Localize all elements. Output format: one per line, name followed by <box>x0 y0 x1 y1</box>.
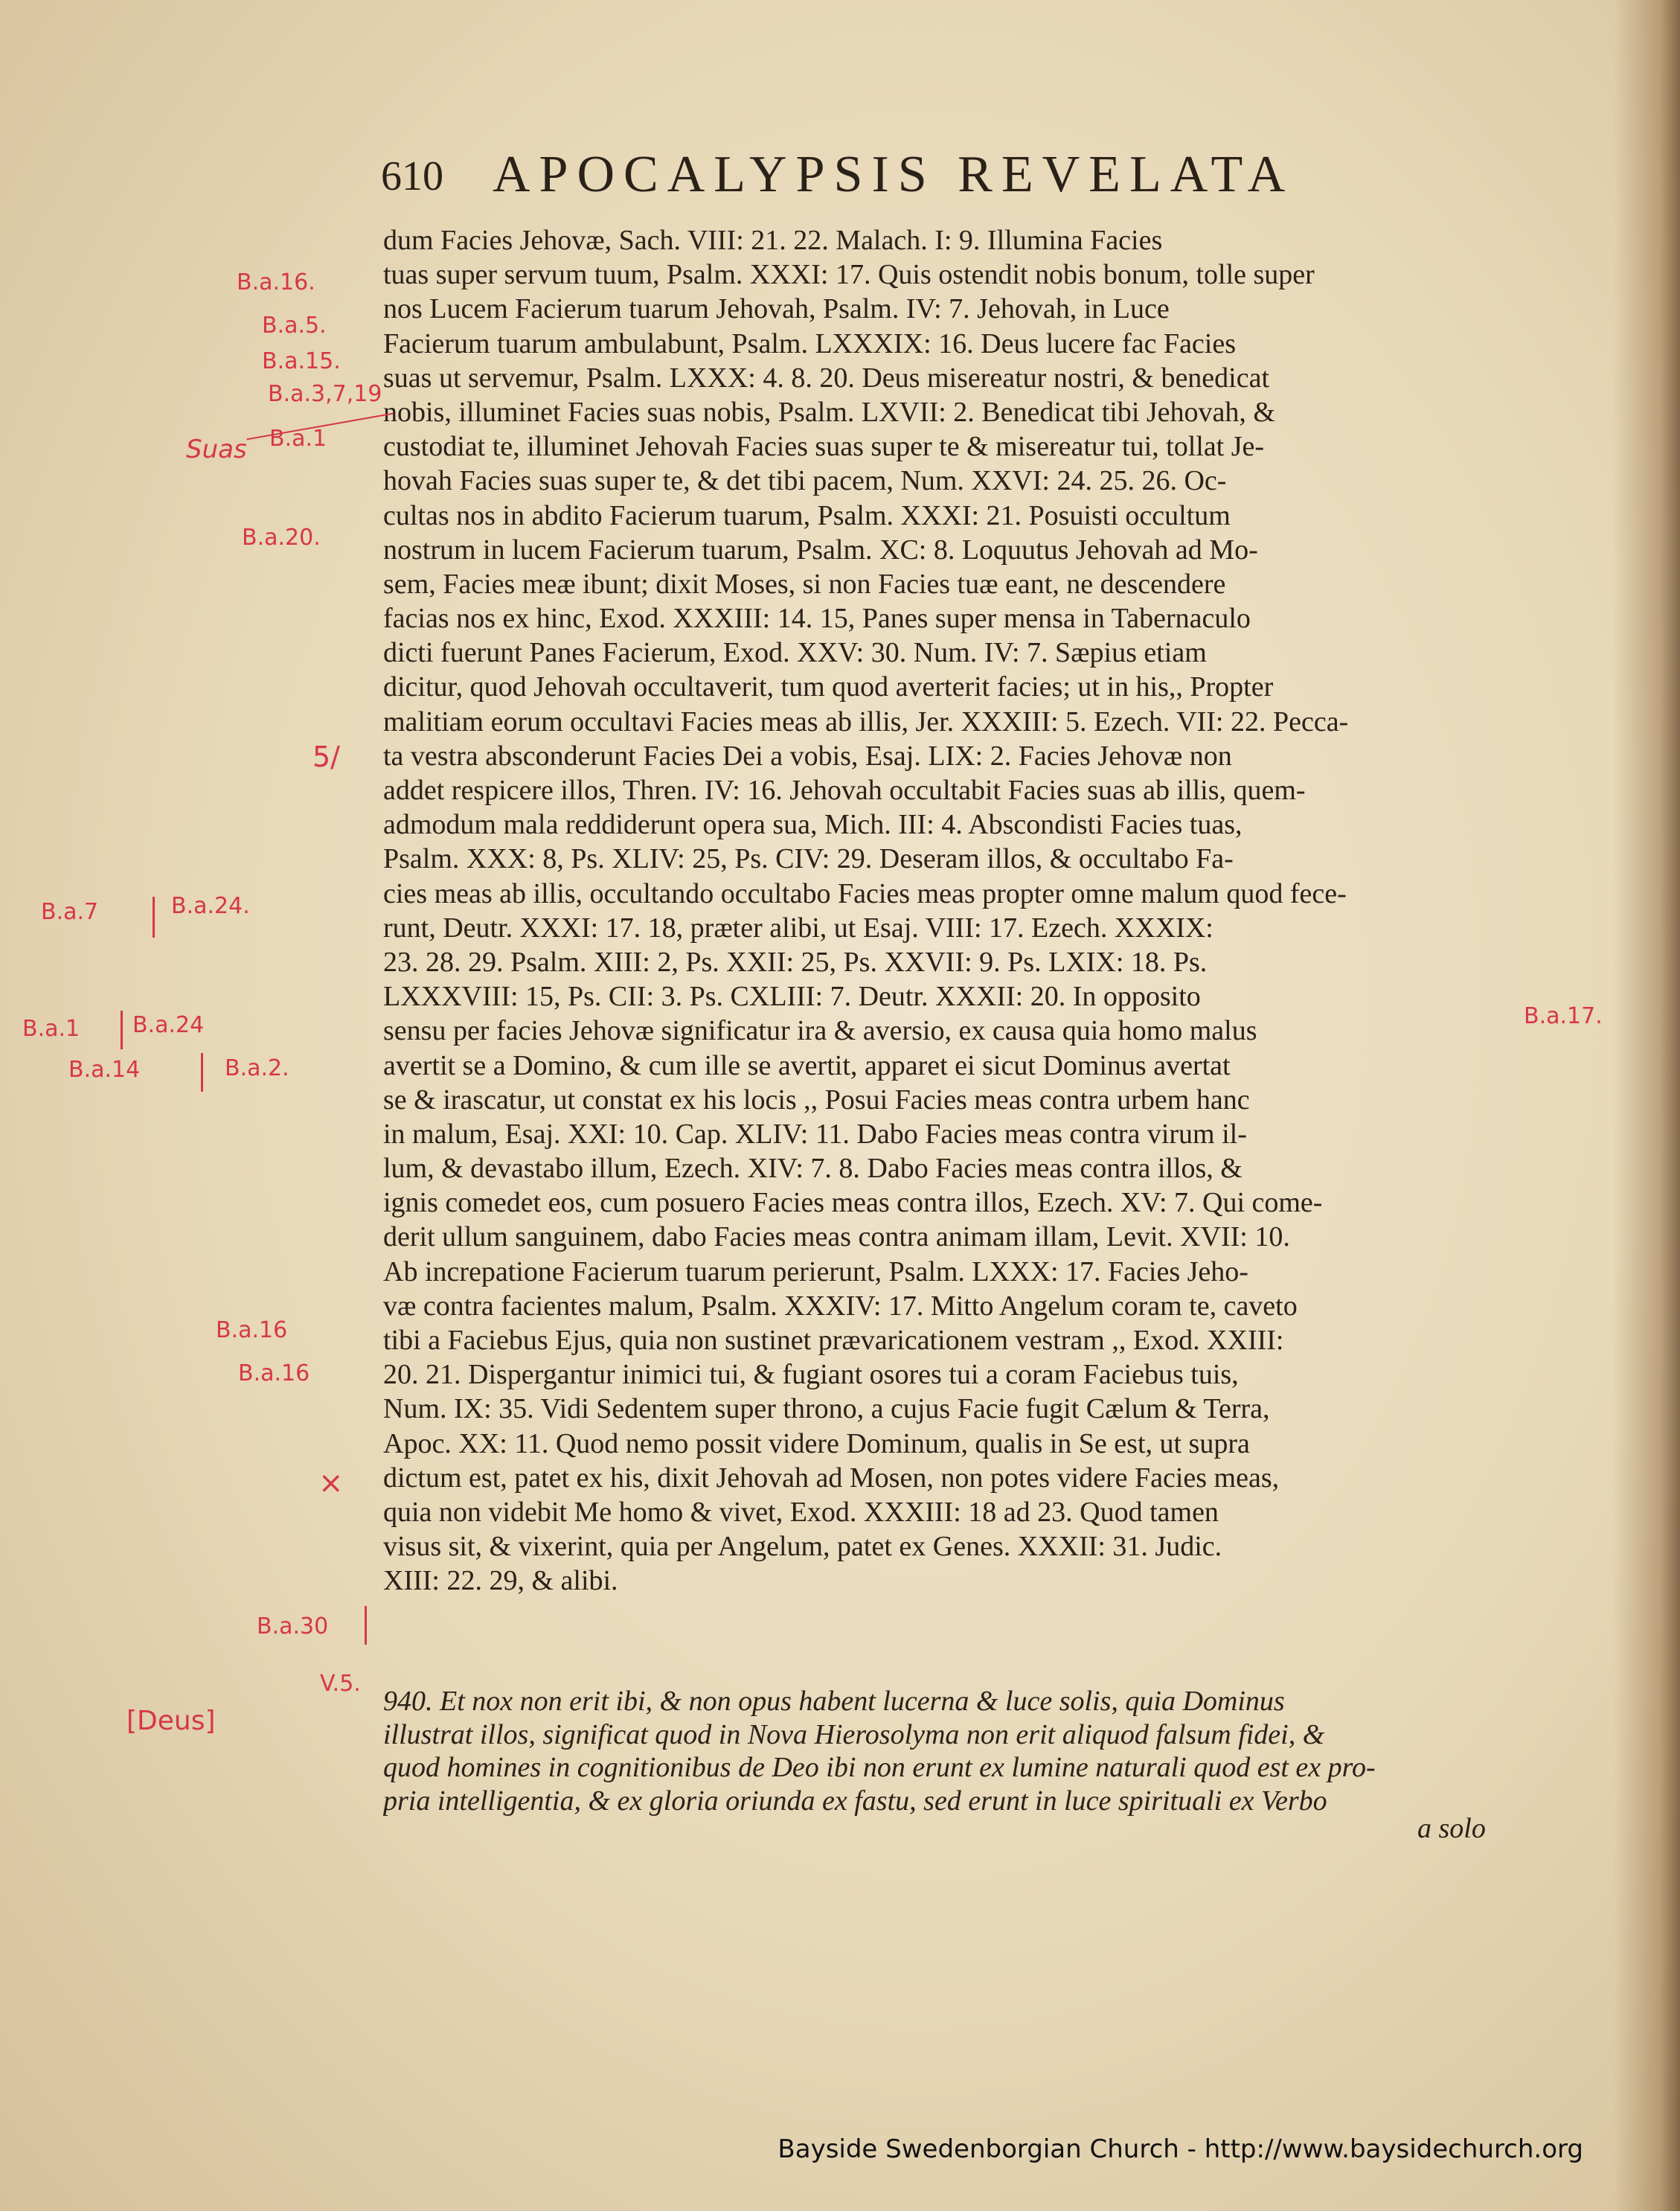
margin-divider <box>365 1606 367 1645</box>
text-line: Facierum tuarum ambulabunt, Psalm. LXXXIX: 16. Deus lucere fac Facies <box>383 327 1237 359</box>
text-line: tuas super servum tuum, Psalm. XXXI: 17. Quis ostendit nobis bonum, tolle super <box>383 259 1315 291</box>
text-line: væ contra facientes malum, Psalm. XXXIV: 17. Mitto Angelum coram te, caveto <box>383 1290 1298 1322</box>
text-line: hovah Facies suas super te, & det tibi pacem, Num. XXVI: 24. 25. 26. Oc- <box>383 465 1227 497</box>
running-title: APOCALYPSIS REVELATA <box>493 146 1295 203</box>
catchword: a solo <box>1417 1813 1486 1844</box>
text-line: sensu per facies Jehovæ significatur ira & aversio, ex causa quia homo malus <box>383 1015 1257 1047</box>
source-watermark: Bayside Swedenborgian Church - http://www.baysidechurch.org <box>778 2134 1583 2164</box>
text-line: Ab increpatione Facierum tuarum perierunt, Psalm. LXXX: 17. Facies Jeho- <box>383 1255 1248 1287</box>
text-line: facias nos ex hinc, Exod. XXXIII: 14. 15, Panes super mensa in Tabernaculo <box>383 603 1251 635</box>
text-line: in malum, Esaj. XXI: 10. Cap. XLIV: 11. Dabo Facies meas contra virum il- <box>383 1118 1247 1150</box>
text-line: runt, Deutr. XXXI: 17. 18, præter alibi, ut Esaj. VIII: 17. Ezech. XXXIX: <box>383 912 1213 944</box>
margin-note: B.a.1 <box>269 426 327 452</box>
margin-note: B.a.1 <box>22 1016 80 1042</box>
text-line: 940. Et nox non erit ibi, & non opus habent lucerna & luce solis, quia Dominus <box>383 1686 1285 1717</box>
text-line: avertit se a Domino, & cum ille se avertit, apparet ei sicut Dominus avertat <box>383 1049 1231 1081</box>
margin-note: B.a.3,7,19 <box>268 381 382 407</box>
margin-note: B.a.7 <box>41 899 99 925</box>
text-line: nobis, illuminet Facies suas nobis, Psalm. LXVII: 2. Benedicat tibi Jehovah, & <box>383 396 1275 428</box>
text-line: pria intelligentia, & ex gloria oriunda ex fastu, sed erunt in luce spirituali ex Verbo <box>383 1785 1327 1817</box>
text-line: dicti fuerunt Panes Facierum, Exod. XXV: 30. Num. IV: 7. Sæpius etiam <box>383 637 1207 669</box>
page-number: 610 <box>381 153 443 199</box>
text-line: nostrum in lucem Facierum tuarum, Psalm. XC: 8. Loquutus Jehovah ad Mo- <box>383 534 1258 566</box>
paragraph-940 <box>383 1685 1510 1817</box>
margin-note: B.a.14 <box>68 1057 141 1083</box>
text-line: Num. IX: 35. Vidi Sedentem super throno, a cujus Facie fugit Cælum & Terra, <box>383 1393 1270 1425</box>
page-gutter-shadow <box>1613 0 1680 2211</box>
text-line: illustrat illos, significat quod in Nova Hierosolyma non erit aliquod falsum fidei, & <box>383 1718 1325 1750</box>
margin-note: B.a.30 <box>257 1613 329 1639</box>
text-line: Apoc. XX: 11. Quod nemo possit videre Dominum, qualis in Se est, ut supra <box>383 1427 1250 1459</box>
text-line: malitiam eorum occultavi Facies meas ab illis, Jer. XXXIII: 5. Ezech. VII: 22. Pecca- <box>383 705 1349 737</box>
text-line: LXXXVIII: 15, Ps. CII: 3. Ps. CXLIII: 7. Deutr. XXXII: 20. In opposito <box>383 981 1201 1013</box>
text-line: cultas nos in abdito Facierum tuarum, Psalm. XXXI: 21. Posuisti occultum <box>383 499 1231 531</box>
text-line: addet respicere illos, Thren. IV: 16. Jehovah occultabit Facies suas ab illis, quem- <box>383 775 1306 806</box>
text-line: Psalm. XXX: 8, Ps. XLIV: 25, Ps. CIV: 29. Deseram illos, & occultabo Fa- <box>383 843 1234 875</box>
margin-note: × <box>318 1466 344 1500</box>
margin-note: B.a.20. <box>242 525 321 551</box>
margin-note: Suas <box>186 435 247 464</box>
margin-note: B.a.15. <box>262 348 341 374</box>
text-line: derit ullum sanguinem, dabo Facies meas contra animam illam, Levit. XVII: 10. <box>383 1221 1290 1253</box>
margin-note: B.a.16 <box>238 1360 310 1386</box>
margin-note: B.a.5. <box>262 313 327 339</box>
margin-note: V.5. <box>320 1671 361 1697</box>
margin-divider <box>201 1053 203 1092</box>
text-line: visus sit, & vixerint, quia per Angelum, patet ex Genes. XXXII: 31. Judic. <box>383 1531 1222 1563</box>
text-line: cies meas ab illis, occultando occultabo Facies meas propter omne malum quod fece- <box>383 877 1347 909</box>
text-line: 20. 21. Dispergantur inimici tui, & fugiant osores tui a coram Faciebus tuis, <box>383 1359 1239 1391</box>
margin-note: B.a.16. <box>237 269 315 295</box>
margin-divider <box>121 1011 123 1049</box>
margin-note: B.a.17. <box>1524 1003 1603 1029</box>
margin-divider <box>153 897 155 938</box>
text-line: custodiat te, illuminet Jehovah Facies suas super te & misereatur tui, tollat Je- <box>383 431 1265 463</box>
text-line: XIII: 22. 29, & alibi. <box>383 1565 618 1597</box>
text-line: dictum est, patet ex his, dixit Jehovah ad Mosen, non potes videre Facies meas, <box>383 1462 1280 1494</box>
text-line: ta vestra absconderunt Facies Dei a vobis, Esaj. LIX: 2. Facies Jehovæ non <box>383 740 1232 772</box>
text-line: lum, & devastabo illum, Ezech. XIV: 7. 8. Dabo Facies meas contra illos, & <box>383 1153 1243 1185</box>
main-text-block <box>383 223 1510 1599</box>
text-line: tibi a Faciebus Ejus, quia non sustinet prævaricationem vestram ,, Exod. XXIII: <box>383 1325 1284 1356</box>
margin-note: B.a.24. <box>171 893 250 919</box>
margin-note: B.a.2. <box>225 1055 289 1081</box>
text-line: quia non videbit Me homo & vivet, Exod. XXXIII: 18 ad 23. Quod tamen <box>383 1496 1219 1528</box>
margin-note: [Deus] <box>126 1706 216 1736</box>
margin-note: 5/ <box>312 740 340 773</box>
text-line: 23. 28. 29. Psalm. XIII: 2, Ps. XXII: 25, Ps. XXVII: 9. Ps. LXIX: 18. Ps. <box>383 946 1208 978</box>
text-line: nos Lucem Facierum tuarum Jehovah, Psalm. IV: 7. Jehovah, in Luce <box>383 293 1170 325</box>
text-line: admodum mala reddiderunt opera sua, Mich. III: 4. Abscondisti Facies tuas, <box>383 809 1243 841</box>
margin-note: B.a.24 <box>132 1012 205 1038</box>
margin-note: B.a.16 <box>216 1317 288 1343</box>
text-line: sem, Facies meæ ibunt; dixit Moses, si non Facies tuæ eant, ne descendere <box>383 568 1226 600</box>
page-header <box>381 145 1437 212</box>
text-line: quod homines in cognitionibus de Deo ibi non erunt ex lumine naturali quod est ex pro- <box>383 1752 1376 1783</box>
text-line: dicitur, quod Jehovah occultaverit, tum quod averterit facies; ut in his,, Propter <box>383 671 1274 703</box>
text-line: suas ut servemur, Psalm. LXXX: 4. 8. 20. Deus misereatur nostri, & benedicat <box>383 362 1270 394</box>
text-line: se & irascatur, ut constat ex his locis ,, Posui Facies meas contra urbem hanc <box>383 1084 1250 1116</box>
text-line: ignis comedet eos, cum posuero Facies meas contra illos, Ezech. XV: 7. Qui come- <box>383 1187 1323 1219</box>
text-line: dum Facies Jehovæ, Sach. VIII: 21. 22. Malach. I: 9. Illumina Facies <box>383 225 1163 256</box>
